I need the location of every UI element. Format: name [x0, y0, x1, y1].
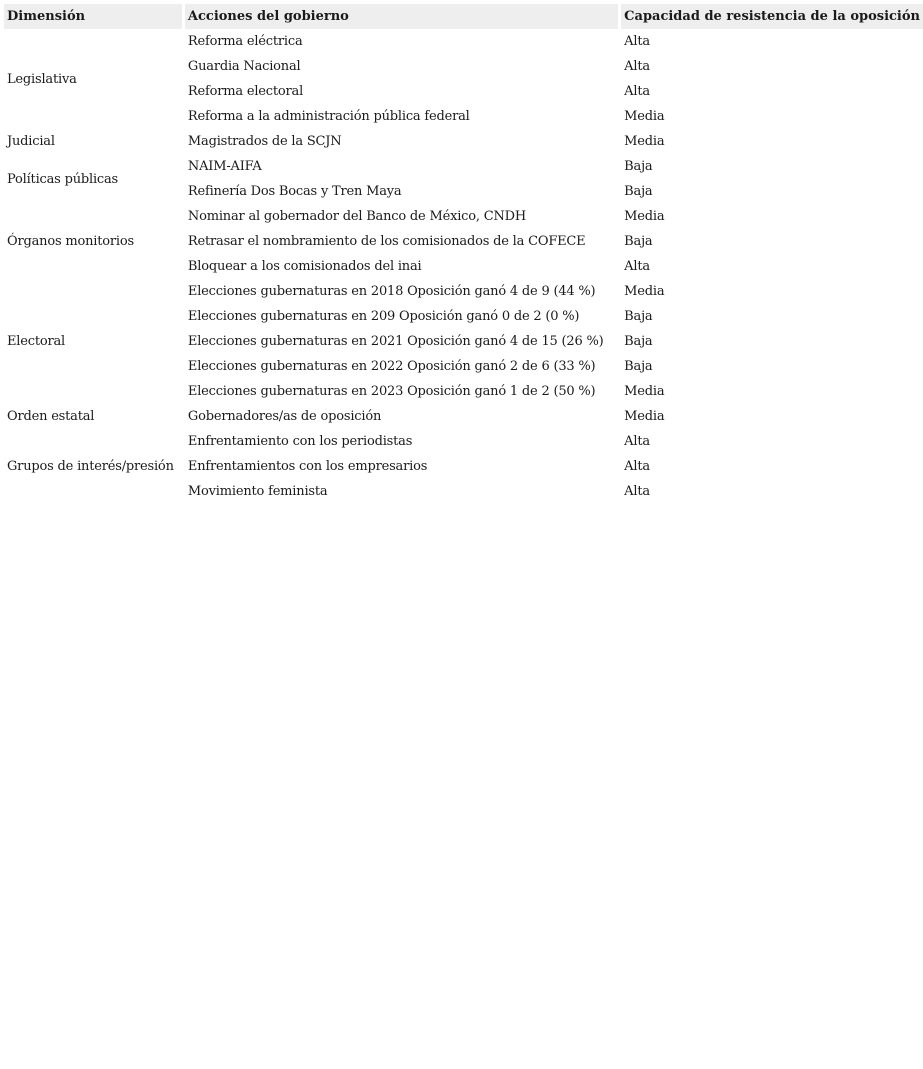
accion-cell: Refinería Dos Bocas y Tren Maya: [187, 184, 402, 199]
capacidad-cell: Baja: [624, 359, 653, 374]
capacidad-cell: Alta: [624, 484, 650, 499]
accion-cell: Elecciones gubernaturas en 209 Oposición ganó 0 de 2 (0 %): [187, 309, 580, 324]
header-acciones: Acciones del gobierno: [185, 4, 621, 29]
capacidad-cell: Alta: [624, 259, 650, 274]
table-row: [4, 429, 923, 454]
accion-cell: NAIM-AIFA: [187, 159, 262, 174]
dimension-cell: Judicial: [7, 134, 55, 149]
capacidad-cell: Media: [624, 109, 665, 124]
accion-cell: Elecciones gubernaturas en 2021 Oposición ganó 4 de 15 (26 %): [187, 334, 604, 349]
capacidad-cell: Baja: [624, 184, 653, 199]
accion-cell: Reforma eléctrica: [187, 34, 303, 49]
capacidad-cell: Alta: [624, 434, 650, 449]
accion-cell: Nominar al gobernador del Banco de México, CNDH: [187, 209, 527, 224]
dimension-cell: Órganos monitorios: [7, 234, 134, 249]
table-header-row: [4, 4, 923, 29]
accion-cell: Enfrentamiento con los periodistas: [187, 434, 413, 449]
accion-cell: Reforma electoral: [187, 84, 304, 99]
accion-cell: Movimiento feminista: [187, 484, 328, 499]
table-body: [4, 29, 923, 504]
accion-cell: Enfrentamientos con los empresarios: [187, 459, 428, 474]
dimension-cell: Legislativa: [7, 71, 77, 87]
accion-cell: Elecciones gubernaturas en 2022 Oposición ganó 2 de 6 (33 %): [187, 359, 596, 374]
accion-cell: Elecciones gubernaturas en 2023 Oposición ganó 1 de 2 (50 %): [187, 384, 596, 399]
accion-cell: Reforma a la administración pública federal: [187, 109, 470, 124]
capacidad-cell: Media: [624, 284, 665, 299]
accion-cell: Bloquear a los comisionados del inai: [187, 259, 422, 274]
accion-cell: Retrasar el nombramiento de los comisionados de la COFECE: [187, 234, 586, 249]
header-capacidad: Capacidad de resistencia de la oposición: [621, 4, 923, 29]
capacidad-cell: Alta: [624, 34, 650, 49]
table-row: [4, 279, 923, 304]
accion-cell: Guardia Nacional: [187, 59, 301, 74]
capacidad-cell: Baja: [624, 159, 653, 174]
accion-cell: Magistrados de la SCJN: [187, 134, 342, 149]
accion-cell: Gobernadores/as de oposición: [187, 409, 382, 424]
table-row: [4, 154, 923, 179]
capacidad-cell: Alta: [624, 459, 650, 474]
dimension-cell: Grupos de interés/presión: [7, 459, 174, 474]
capacidad-cell: Media: [624, 409, 665, 424]
capacidad-cell: Baja: [624, 234, 653, 249]
capacidad-cell: Media: [624, 209, 665, 224]
table-row: [4, 29, 923, 54]
accion-cell: Elecciones gubernaturas en 2018 Oposición ganó 4 de 9 (44 %): [187, 284, 596, 299]
opposition-resistance-table: [4, 4, 923, 504]
capacidad-cell: Alta: [624, 84, 650, 99]
capacidad-cell: Alta: [624, 59, 650, 74]
dimension-cell: Electoral: [7, 334, 65, 349]
capacidad-cell: Media: [624, 134, 665, 149]
capacidad-cell: Baja: [624, 309, 653, 324]
capacidad-cell: Baja: [624, 334, 653, 349]
capacidad-cell: Media: [624, 384, 665, 399]
dimension-cell: Orden estatal: [7, 409, 95, 424]
table-row: [4, 129, 923, 154]
dimension-cell: Políticas públicas: [7, 171, 119, 187]
header-dimension: Dimensión: [4, 4, 185, 29]
table-row: [4, 404, 923, 429]
table-row: [4, 204, 923, 229]
